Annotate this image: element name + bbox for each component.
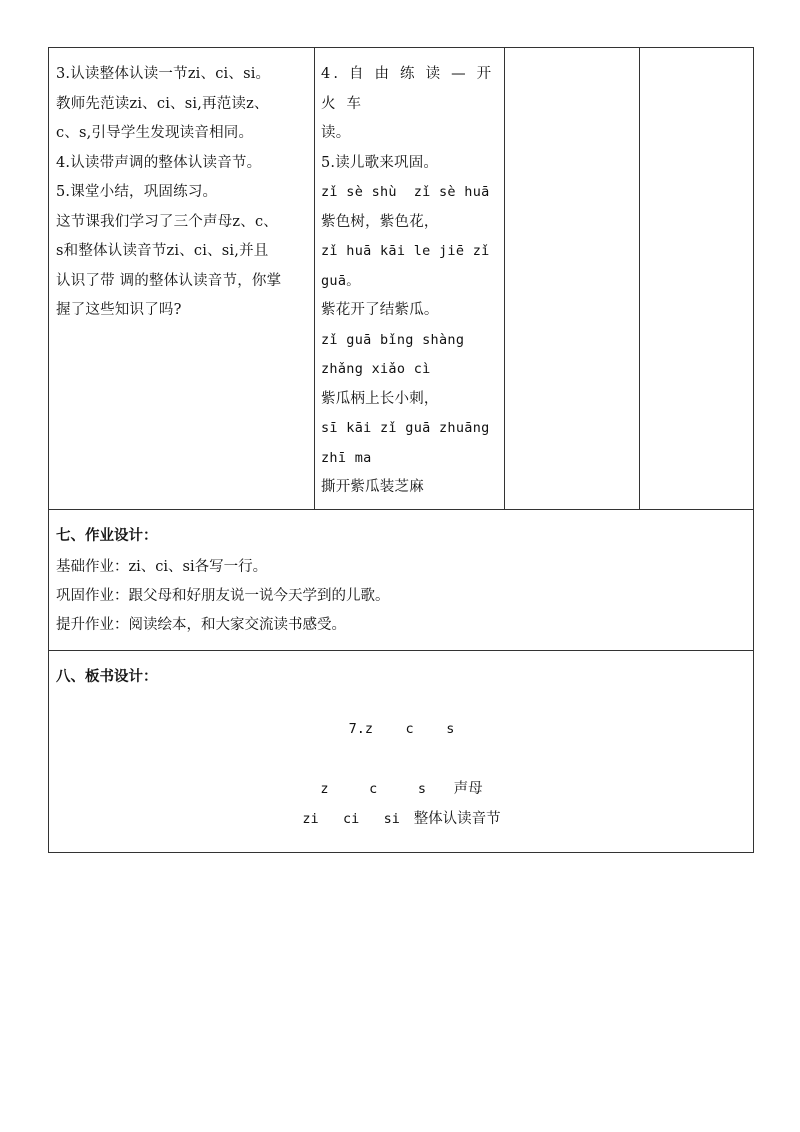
board-design-row [49,650,754,852]
teacher-activity-line: s和整体认读音节zi、ci、si,并且 [56,243,269,259]
pinyin-line: sī kāi zǐ guā zhuāng [321,420,490,436]
board-initials-label: 声母 [453,780,483,797]
design-intent-cell [505,48,640,510]
board-syllables-label: 整体认读音节 [413,810,501,827]
teacher-activity-line: 4.认读带声调的整体认读音节。 [56,154,262,171]
teaching-process-row [49,48,754,510]
teacher-activity-line: 这节课我们学习了三个声母z、c、 [56,213,278,230]
student-activity-text [315,48,504,509]
teacher-activity-line: 5.课堂小结，巩固练习。 [56,184,218,200]
notes-text [640,48,753,66]
pinyin-line: zǐ huā kāi le jiē zǐ [321,243,490,259]
homework-cell [49,509,754,650]
homework-consolidate: 巩固作业：跟父母和好朋友说一说今天学到的儿歌。 [56,587,390,604]
teacher-activity-line: 教师先范读zi、ci、si,再范读z、 [56,95,269,112]
homework-row [49,509,754,650]
teacher-activity-line: 握了这些知识了吗? [56,302,182,318]
teacher-activity-line: c、s,引导学生发现读音相同。 [56,125,254,141]
homework-title: 七、作业设计： [56,527,158,544]
board-design-cell [49,650,754,852]
teacher-activity-line: 认识了带 调的整体认读音节，你掌 [56,272,282,289]
student-activity-line: 紫瓜柄上长小刺， [321,390,439,407]
design-intent-text [505,48,639,66]
student-activity-line: 紫花开了结紫瓜。 [321,302,439,318]
pinyin-line: zǐ guā bǐng shàng [321,331,465,348]
student-activity-line: 紫色树，紫色花， [321,213,439,230]
student-activity-cell [315,48,505,510]
lesson-plan-table [48,47,754,853]
board-initials-row: z c s 声母 [320,780,483,797]
pinyin-line: zǐ sè shù zǐ sè huā [321,184,490,200]
pinyin-line: zhǎng xiǎo cì [321,361,431,377]
homework-extend: 提升作业：阅读绘本，和大家交流读书感受。 [56,616,346,633]
pinyin-line: guā。 [321,272,361,289]
homework-basic: 基础作业：zi、ci、si各写一行。 [56,558,268,575]
pinyin-line: zhī ma [321,449,372,466]
student-activity-line: 4. 自 由 练 读 — 开 火 车 [321,66,503,112]
notes-cell [640,48,754,510]
student-activity-line: 撕开紫瓜装芝麻 [321,479,424,495]
board-syllables-row: zi ci si 整体认读音节 [302,810,501,827]
teacher-activity-line: 3.认读整体认读一节zi、ci、si。 [56,66,271,82]
student-activity-line: 5.读儿歌来巩固。 [321,154,439,171]
student-activity-line: 读。 [321,125,351,141]
teacher-activity-cell [49,48,315,510]
board-design-title: 八、板书设计： [56,668,158,685]
teacher-activity-text [49,48,314,332]
board-heading: 7.z c s [348,720,455,737]
